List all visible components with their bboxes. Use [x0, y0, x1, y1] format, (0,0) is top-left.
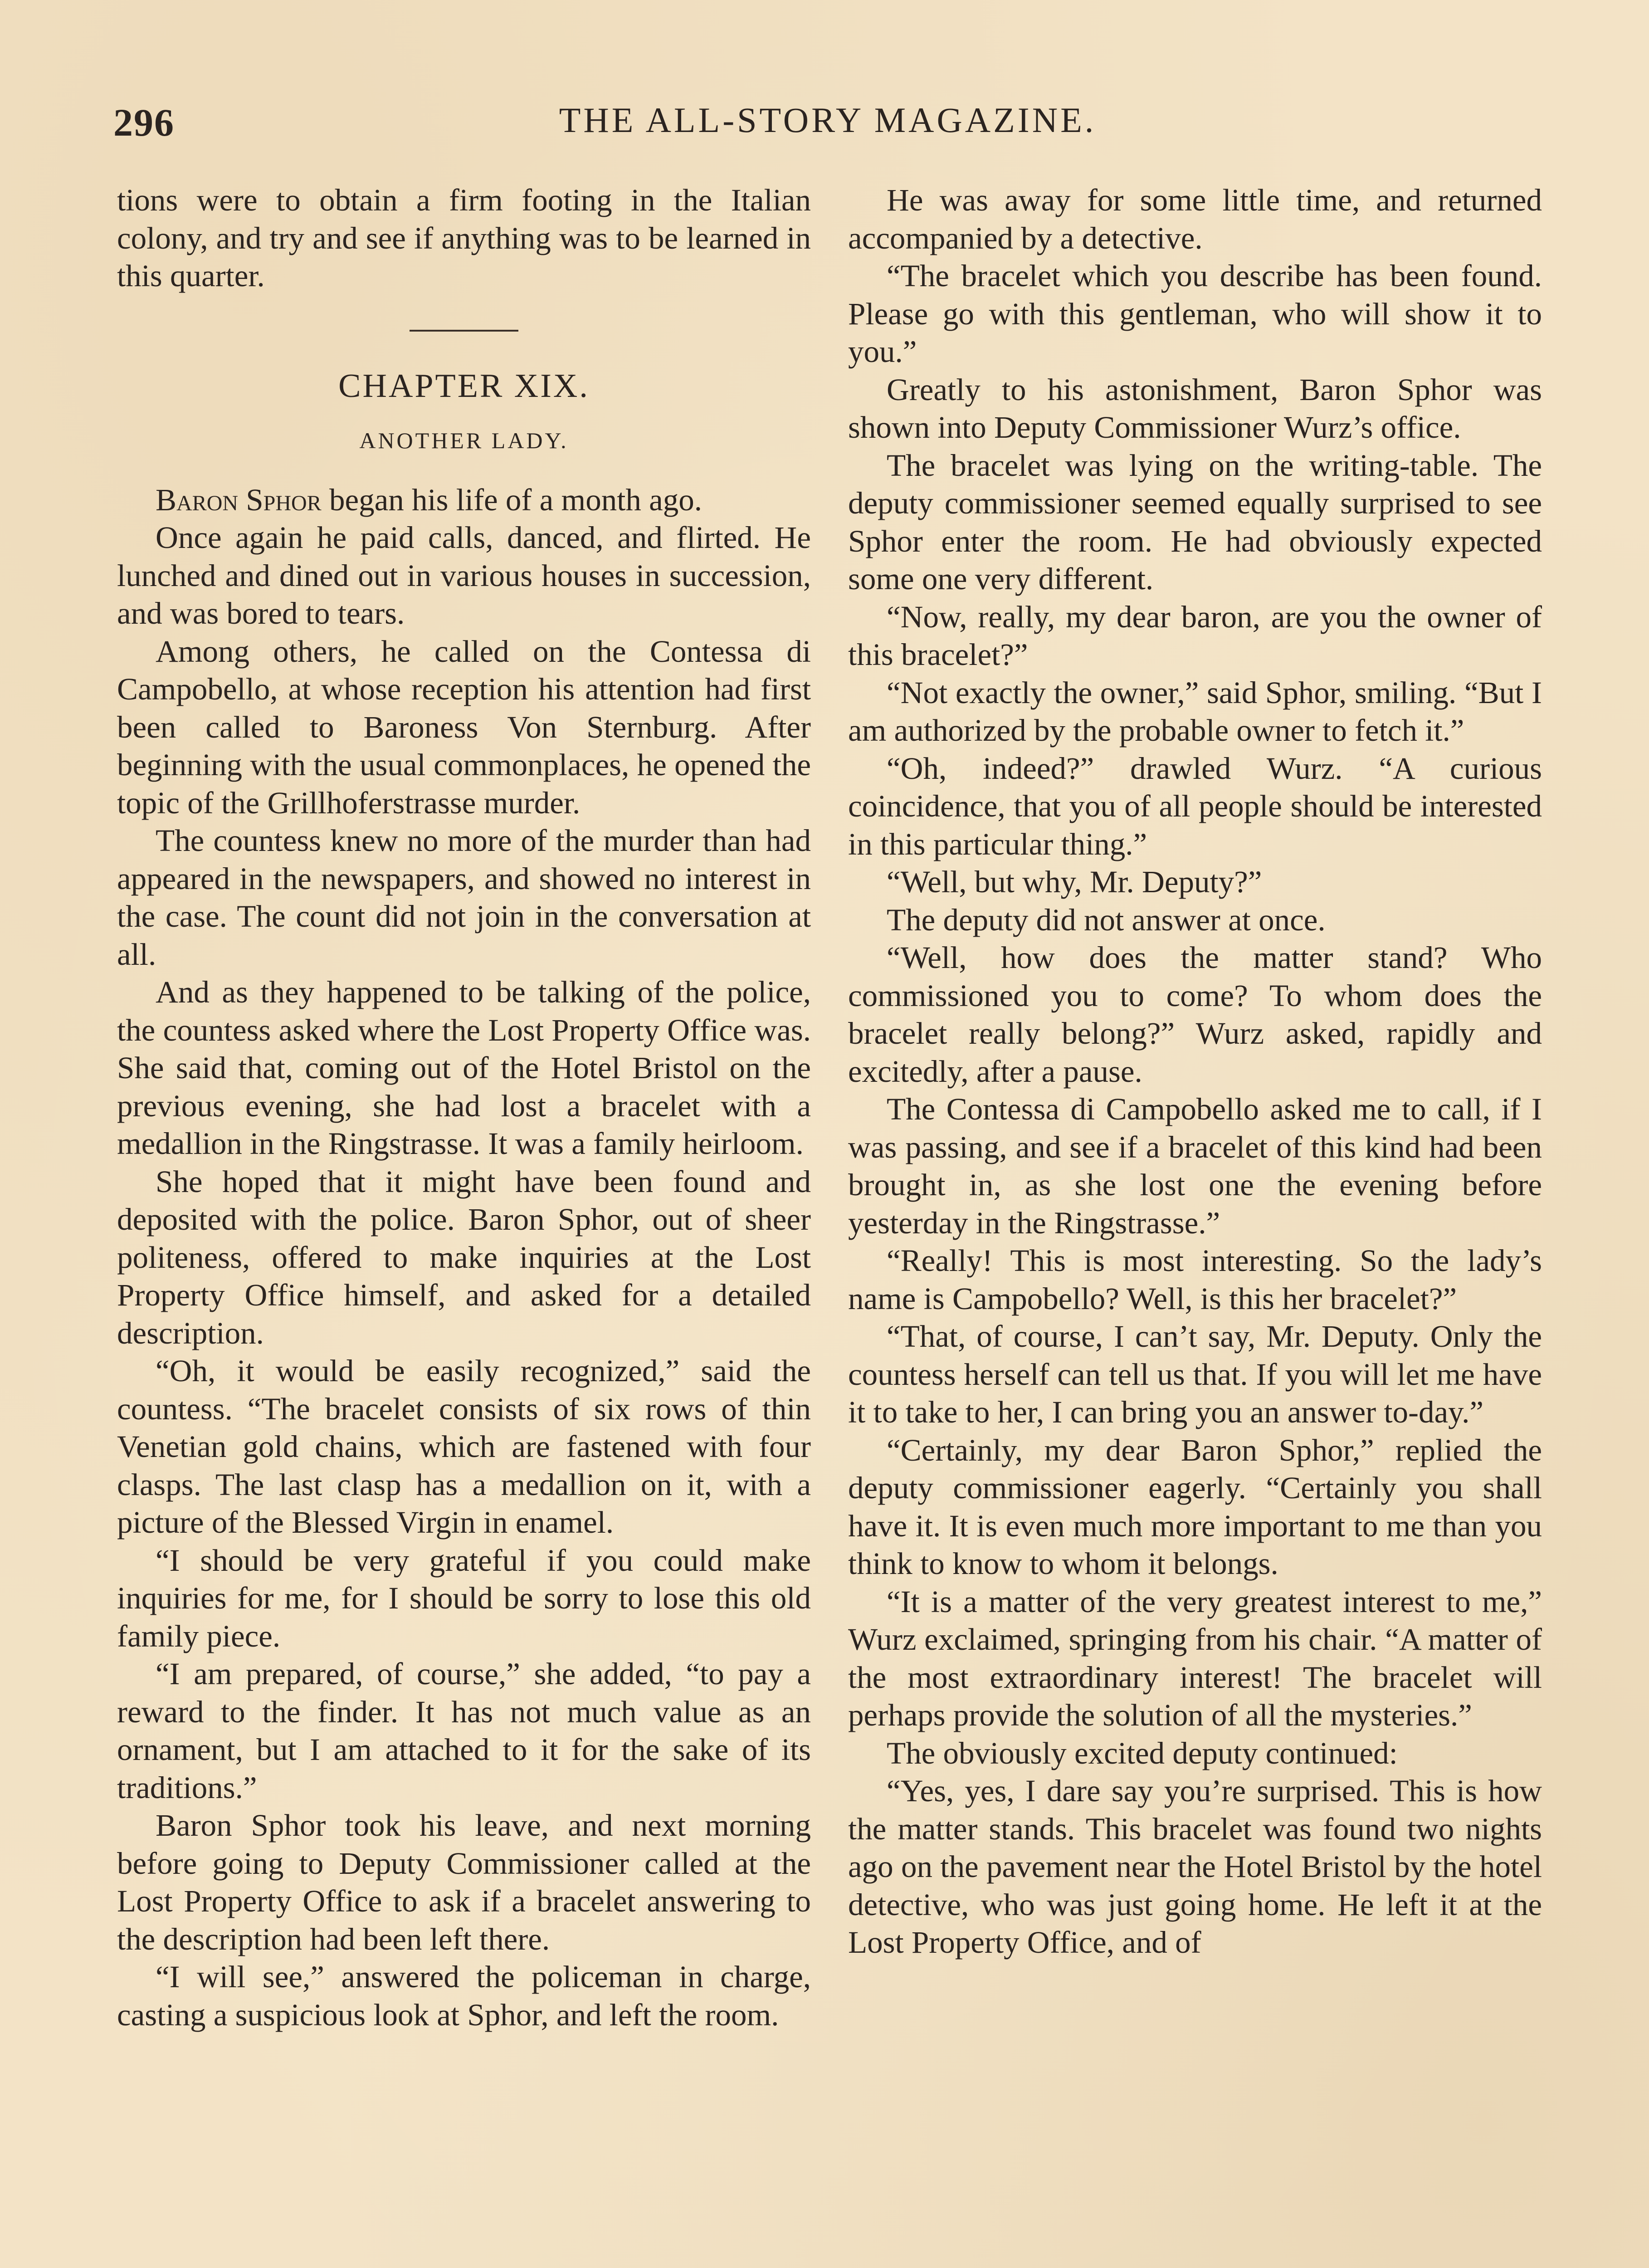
- lead-in-small-caps: Baron Sphor: [156, 482, 322, 517]
- paragraph: “The bracelet which you describe has been found. Please go with this gentleman, who will show it to you.”: [848, 259, 1542, 369]
- page-number: 296: [113, 101, 175, 144]
- section-divider: [410, 330, 518, 332]
- paragraph: And as they happened to be talking of the police, the countess asked where the Lost Property Office was. She said that, coming out of the Hotel Bristol on the previous evening, she had lost a bracelet with a medallion in the Ringstrasse. It was a family heirloom.: [117, 975, 811, 1161]
- paragraph: The deputy did not answer at once.: [887, 902, 1326, 937]
- paragraph: “Yes, yes, I dare say you’re surprised. This is how the matter stands. This bracelet was found two nights ago on the pavement near the Hotel Bristol by the hotel detective, who was just going home. He left it at the Lost Property Office, and of: [848, 1774, 1542, 1960]
- paragraph: Once again he paid calls, danced, and flirted. He lunched and dined out in various houses in succession, and was bored to tears.: [117, 520, 811, 631]
- paragraph: “Oh, indeed?” drawled Wurz. “A curious coincidence, that you of all people should be interested in this particular thing.”: [848, 751, 1542, 861]
- chapter-subtitle: ANOTHER LADY.: [359, 427, 569, 453]
- paragraph: The bracelet was lying on the writing-table. The deputy commissioner seemed equally surprised to see Sphor enter the room. He had obviously expected some one very different.: [848, 448, 1542, 596]
- paragraph: tions were to obtain a firm footing in the Italian colony, and try and see if anything was to be learned in this quarter.: [117, 183, 811, 293]
- magazine-title: THE ALL-STORY MAGAZINE.: [559, 100, 1097, 140]
- paragraph: “I should be very grateful if you could make inquiries for me, for I should be sorry to lose this old family piece.: [117, 1543, 811, 1653]
- paragraph: “Now, really, my dear baron, are you the owner of this bracelet?”: [848, 599, 1542, 672]
- paragraph: “Certainly, my dear Baron Sphor,” replied the deputy commissioner eagerly. “Certainly you shall have it. It is even much more important to me than you think to know to whom it belongs.: [848, 1432, 1542, 1581]
- paragraph: The Contessa di Campobello asked me to call, if I was passing, and see if a bracelet of this kind had been brought in, as she lost one the evening before yesterday in the Ringstrasse.”: [848, 1092, 1542, 1240]
- paragraph: “Well, how does the matter stand? Who commissioned you to come? To whom does the bracelet really belong?” Wurz asked, rapidly and excitedly, after a pause.: [848, 940, 1542, 1089]
- paragraph: “I will see,” answered the policeman in charge, casting a suspicious look at Sphor, and left the room.: [117, 1960, 811, 2032]
- paragraph: “It is a matter of the very greatest interest to me,” Wurz exclaimed, springing from his chair. “A matter of the most extraordinary interest! The bracelet will perhaps provide the solution of all the mysteries.”: [848, 1584, 1542, 1732]
- paragraph: “Really! This is most interesting. So the lady’s name is Campobello? Well, is this her bracelet?”: [848, 1243, 1542, 1316]
- right-column: [848, 181, 1542, 1962]
- paragraph: “Not exactly the owner,” said Sphor, smiling. “But I am authorized by the probable owner to fetch it.”: [848, 675, 1542, 748]
- paragraph: The obviously excited deputy continued:: [887, 1735, 1398, 1770]
- running-head: [113, 100, 1542, 154]
- paragraph: Greatly to his astonishment, Baron Sphor was shown into Deputy Commissioner Wurz’s office.: [848, 372, 1542, 445]
- paragraph-text: began his life of a month ago.: [321, 482, 702, 517]
- paragraph: Among others, he called on the Contessa di Campobello, at whose reception his attention had first been called to Baroness Von Sternburg. After beginning with the usual commonplaces, he opened the topic of the Grillhoferstrasse murder.: [117, 634, 811, 820]
- paragraph: Baron Sphor took his leave, and next morning before going to Deputy Commissioner called at the Lost Property Office to ask if a bracelet answering to the description had been left there.: [117, 1808, 811, 1956]
- paragraph: “I am prepared, of course,” she added, “to pay a reward to the finder. It has not much value as an ornament, but I am attached to it for the sake of its traditions.”: [117, 1657, 811, 1805]
- paragraph: She hoped that it might have been found and deposited with the police. Baron Sphor, out of sheer politeness, offered to make inquiries at the Lost Property Office himself, and asked for a detailed description.: [117, 1164, 811, 1350]
- paragraph: He was away for some little time, and returned accompanied by a detective.: [848, 183, 1542, 255]
- chapter-heading: CHAPTER XIX.: [338, 367, 590, 405]
- paragraph: “Well, but why, Mr. Deputy?”: [887, 865, 1262, 899]
- paragraph: The countess knew no more of the murder than had appeared in the newspapers, and showed no interest in the case. The count did not join in the conversation at all.: [117, 823, 811, 972]
- left-column: [117, 181, 811, 2034]
- paragraph: “That, of course, I can’t say, Mr. Deputy. Only the countess herself can tell us that. If you will let me have it to take to her, I can bring you an answer to-day.”: [848, 1319, 1542, 1429]
- paragraph: [117, 481, 811, 519]
- paragraph: “Oh, it would be easily recognized,” said the countess. “The bracelet consists of six rows of thin Venetian gold chains, which are fastened with four clasps. The last clasp has a medallion on it, with a picture of the Blessed Virgin in enamel.: [117, 1354, 811, 1540]
